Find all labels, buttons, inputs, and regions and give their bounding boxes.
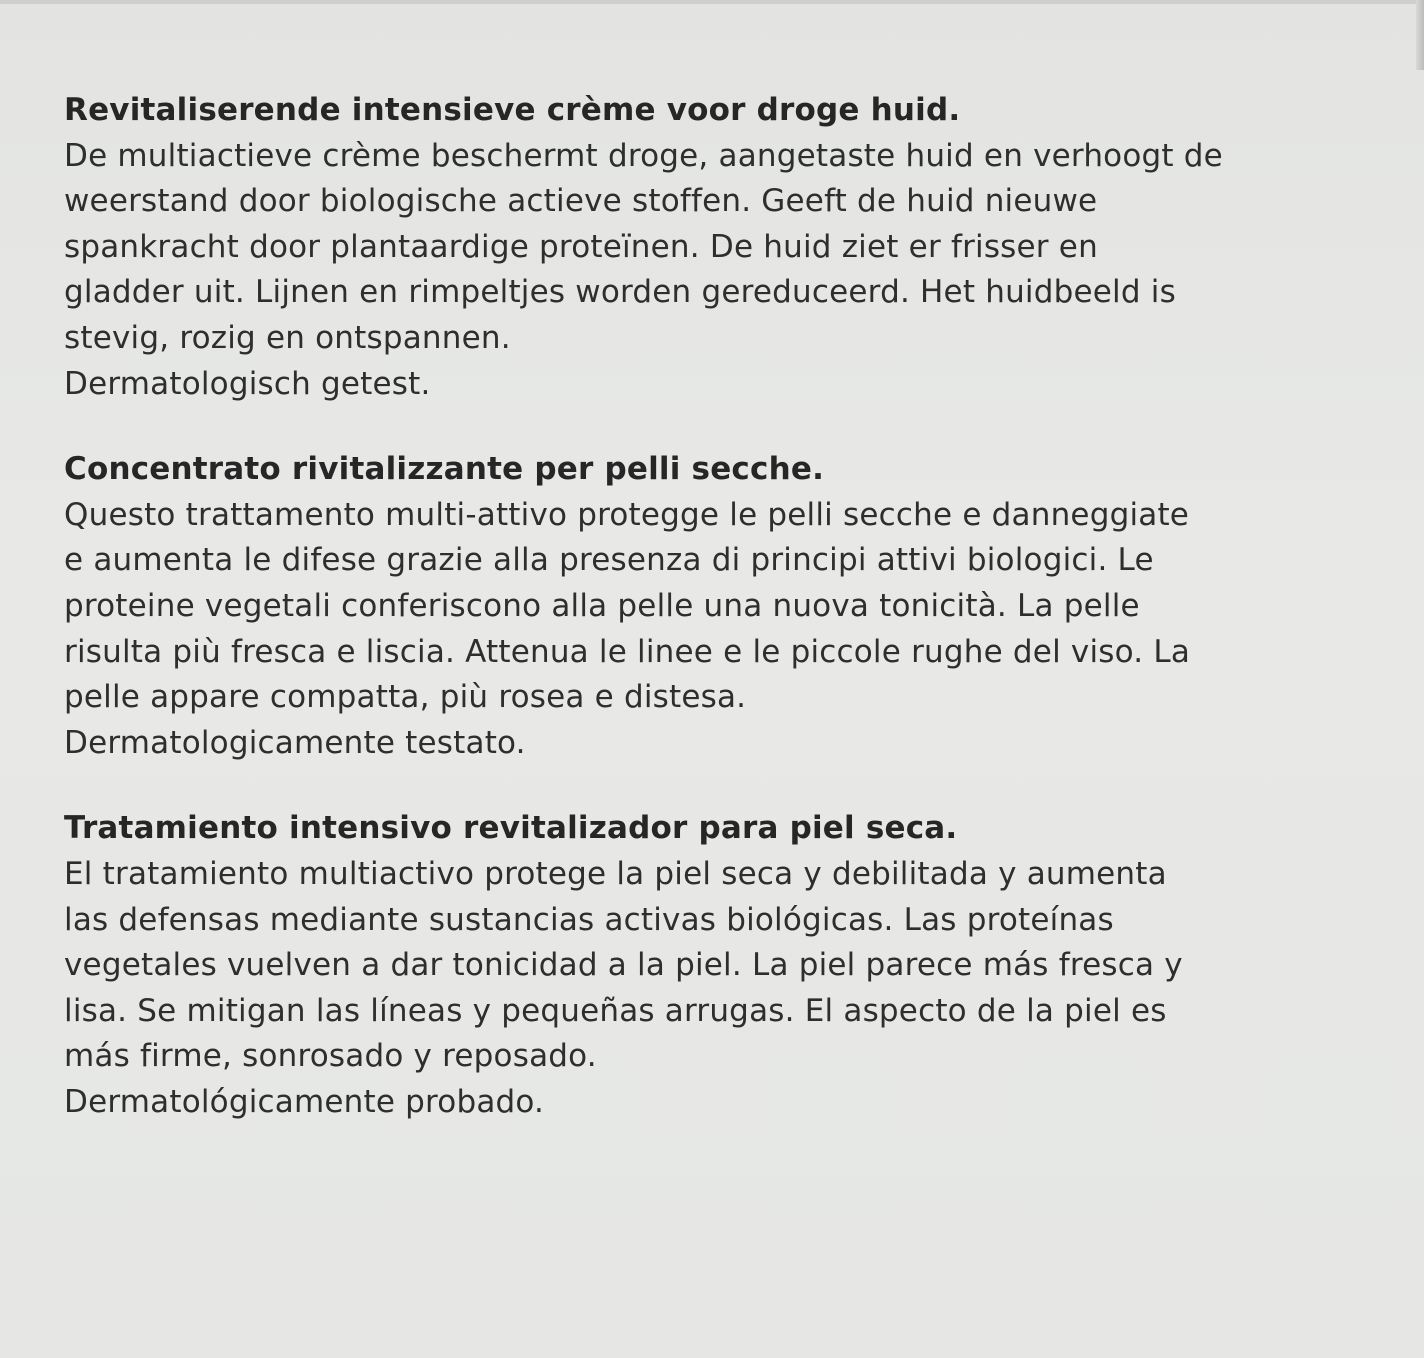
text-line: stevig, rozig en ontspannen. — [64, 319, 511, 356]
product-description — [64, 88, 1394, 1165]
section-spanish — [64, 806, 1394, 1125]
text-line: Questo trattamento multi-attivo protegge le pelli secche e danneggiate — [64, 496, 1190, 533]
section-heading: Concentrato rivitalizzante per pelli secche. — [64, 451, 825, 488]
text-line: más firme, sonrosado y reposado. — [64, 1038, 597, 1075]
text-line: pelle appare compatta, più rosea e distesa. — [64, 679, 747, 716]
text-line: De multiactieve crème beschermt droge, aangetaste huid en verhoogt de — [64, 137, 1223, 174]
section-heading: Revitaliserende intensieve crème voor droge huid. — [64, 92, 961, 128]
text-line: proteine vegetali conferiscono alla pelle una nuova tonicità. La pelle — [64, 587, 1140, 624]
text-line: El tratamiento multiactivo protege la piel seca y debilitada y aumenta — [64, 855, 1167, 892]
section-italian — [64, 447, 1394, 766]
box-corner-edge — [1416, 0, 1424, 70]
box-top-edge — [0, 0, 1424, 4]
text-line: vegetales vuelven a dar tonicidad a la piel. La piel parece más fresca y — [64, 947, 1183, 984]
section-dutch — [64, 88, 1394, 407]
text-line: Dermatologicamente testato. — [64, 724, 526, 761]
text-line: risulta più fresca e liscia. Attenua le linee e le piccole rughe del viso. La — [64, 633, 1191, 670]
text-line: gladder uit. Lijnen en rimpeltjes worden gereduceerd. Het huidbeeld is — [64, 274, 1176, 311]
text-line: spankracht door plantaardige proteïnen. De huid ziet er frisser en — [64, 228, 1098, 265]
text-line: lisa. Se mitigan las líneas y pequeñas arrugas. El aspecto de la piel es — [64, 992, 1167, 1029]
text-line: Dermatológicamente probado. — [64, 1083, 545, 1120]
text-line: e aumenta le difese grazie alla presenza di principi attivi biologici. Le — [64, 542, 1154, 579]
text-line: Dermatologisch getest. — [64, 365, 431, 402]
text-line: las defensas mediante sustancias activas biológicas. Las proteínas — [64, 901, 1114, 938]
section-heading: Tratamiento intensivo revitalizador para piel seca. — [64, 810, 958, 847]
text-line: weerstand door biologische actieve stoffen. Geeft de huid nieuwe — [64, 183, 1098, 220]
